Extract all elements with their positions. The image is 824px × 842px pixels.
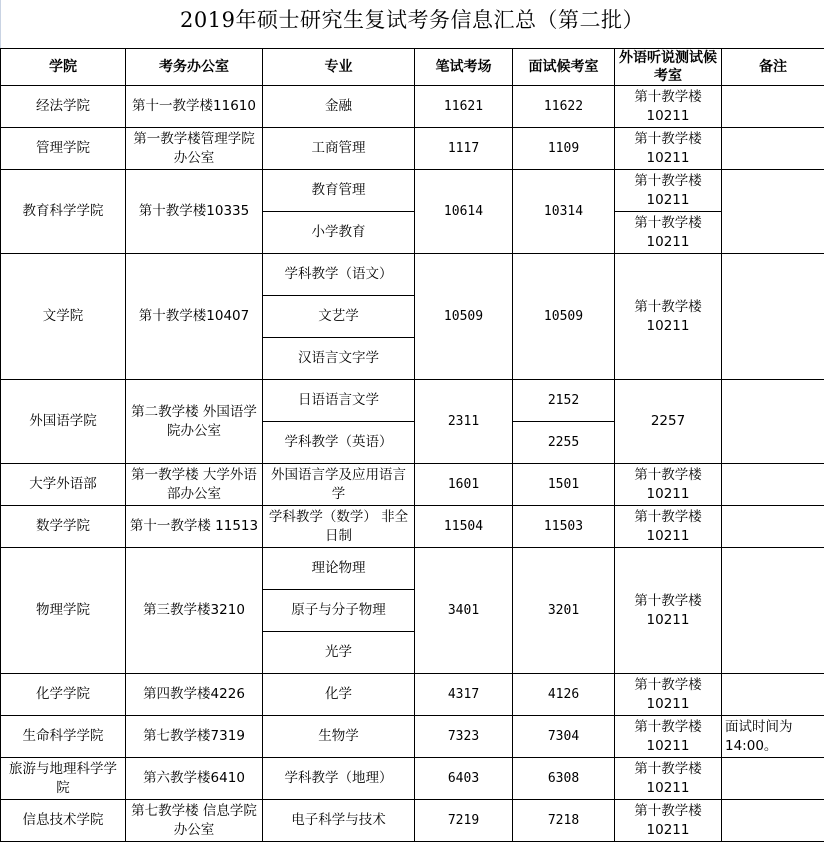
interview-room-cell: 7304 bbox=[513, 716, 615, 758]
table-row bbox=[1, 128, 824, 170]
college-cell: 信息技术学院 bbox=[1, 800, 126, 842]
office-cell: 第十教学楼10407 bbox=[126, 254, 263, 380]
table-row bbox=[1, 380, 824, 422]
interview-room-cell: 11503 bbox=[513, 506, 615, 548]
language-room-cell: 2257 bbox=[615, 380, 722, 464]
note-cell bbox=[722, 506, 824, 548]
office-cell: 第十一教学楼 11513 bbox=[126, 506, 263, 548]
interview-room-cell: 3201 bbox=[513, 548, 615, 674]
office-cell: 第七教学楼7319 bbox=[126, 716, 263, 758]
major-cell: 学科教学（英语） bbox=[263, 422, 415, 464]
college-cell: 文学院 bbox=[1, 254, 126, 380]
college-cell: 化学学院 bbox=[1, 674, 126, 716]
college-cell: 经法学院 bbox=[1, 86, 126, 128]
table-row bbox=[1, 506, 824, 548]
language-room-cell: 第十教学楼 10211 bbox=[615, 758, 722, 800]
written-room-cell: 4317 bbox=[415, 674, 513, 716]
interview-room-cell: 10509 bbox=[513, 254, 615, 380]
interview-room-cell: 1109 bbox=[513, 128, 615, 170]
language-room-cell: 第十教学楼 10211 bbox=[615, 86, 722, 128]
language-room-cell: 第十教学楼 10211 bbox=[615, 674, 722, 716]
table-header-row bbox=[1, 49, 824, 86]
college-cell: 数学学院 bbox=[1, 506, 126, 548]
language-room-cell: 第十教学楼 10211 bbox=[615, 254, 722, 380]
major-cell: 电子科学与技术 bbox=[263, 800, 415, 842]
written-room-cell: 6403 bbox=[415, 758, 513, 800]
note-cell bbox=[722, 548, 824, 674]
interview-room-cell: 1501 bbox=[513, 464, 615, 506]
table-row bbox=[1, 254, 824, 296]
major-cell: 文艺学 bbox=[263, 296, 415, 338]
language-room-cell: 第十教学楼 10211 bbox=[615, 464, 722, 506]
office-cell: 第四教学楼4226 bbox=[126, 674, 263, 716]
college-cell: 教育科学学院 bbox=[1, 170, 126, 254]
header-interview-room: 面试候考室 bbox=[513, 49, 615, 86]
language-room-cell: 第十教学楼 10211 bbox=[615, 170, 722, 212]
interview-room-cell: 2152 bbox=[513, 380, 615, 422]
major-cell: 光学 bbox=[263, 632, 415, 674]
header-office: 考务办公室 bbox=[126, 49, 263, 86]
major-cell: 学科教学（数学） 非全日制 bbox=[263, 506, 415, 548]
office-cell: 第一教学楼 大学外语部办公室 bbox=[126, 464, 263, 506]
college-cell: 大学外语部 bbox=[1, 464, 126, 506]
office-cell: 第二教学楼 外国语学院办公室 bbox=[126, 380, 263, 464]
major-cell: 金融 bbox=[263, 86, 415, 128]
note-cell bbox=[722, 86, 824, 128]
table-row bbox=[1, 548, 824, 590]
interview-room-cell: 2255 bbox=[513, 422, 615, 464]
table-row bbox=[1, 170, 824, 212]
language-room-cell: 第十教学楼 10211 bbox=[615, 506, 722, 548]
office-cell: 第六教学楼6410 bbox=[126, 758, 263, 800]
written-room-cell: 1601 bbox=[415, 464, 513, 506]
major-cell: 外国语言学及应用语言学 bbox=[263, 464, 415, 506]
written-room-cell: 11621 bbox=[415, 86, 513, 128]
language-room-cell: 第十教学楼 10211 bbox=[615, 716, 722, 758]
note-cell bbox=[722, 128, 824, 170]
college-cell: 生命科学学院 bbox=[1, 716, 126, 758]
table-row bbox=[1, 716, 824, 758]
college-cell: 外国语学院 bbox=[1, 380, 126, 464]
college-cell: 管理学院 bbox=[1, 128, 126, 170]
language-room-cell: 第十教学楼 10211 bbox=[615, 548, 722, 674]
note-cell bbox=[722, 800, 824, 842]
note-cell bbox=[722, 170, 824, 254]
note-cell bbox=[722, 380, 824, 464]
note-cell: 面试时间为14:00。 bbox=[722, 716, 824, 758]
major-cell: 教育管理 bbox=[263, 170, 415, 212]
office-cell: 第十一教学楼11610 bbox=[126, 86, 263, 128]
header-note: 备注 bbox=[722, 49, 824, 86]
major-cell: 汉语言文字学 bbox=[263, 338, 415, 380]
written-room-cell: 7219 bbox=[415, 800, 513, 842]
header-major: 专业 bbox=[263, 49, 415, 86]
interview-room-cell: 11622 bbox=[513, 86, 615, 128]
note-cell bbox=[722, 674, 824, 716]
office-cell: 第十教学楼10335 bbox=[126, 170, 263, 254]
major-cell: 生物学 bbox=[263, 716, 415, 758]
language-room-cell: 第十教学楼 10211 bbox=[615, 212, 722, 254]
written-room-cell: 11504 bbox=[415, 506, 513, 548]
written-room-cell: 10614 bbox=[415, 170, 513, 254]
major-cell: 理论物理 bbox=[263, 548, 415, 590]
major-cell: 日语语言文学 bbox=[263, 380, 415, 422]
language-room-cell: 第十教学楼 10211 bbox=[615, 128, 722, 170]
major-cell: 学科教学（地理） bbox=[263, 758, 415, 800]
note-cell bbox=[722, 758, 824, 800]
written-room-cell: 7323 bbox=[415, 716, 513, 758]
table-row bbox=[1, 800, 824, 842]
header-language-room: 外语听说测试候考室 bbox=[615, 49, 722, 86]
office-cell: 第一教学楼管理学院办公室 bbox=[126, 128, 263, 170]
table-row bbox=[1, 674, 824, 716]
major-cell: 原子与分子物理 bbox=[263, 590, 415, 632]
major-cell: 化学 bbox=[263, 674, 415, 716]
major-cell: 学科教学（语文） bbox=[263, 254, 415, 296]
major-cell: 小学教育 bbox=[263, 212, 415, 254]
table-row bbox=[1, 464, 824, 506]
college-cell: 物理学院 bbox=[1, 548, 126, 674]
college-cell: 旅游与地理科学学院 bbox=[1, 758, 126, 800]
exam-info-table bbox=[0, 48, 824, 842]
note-cell bbox=[722, 464, 824, 506]
header-college: 学院 bbox=[1, 49, 126, 86]
interview-room-cell: 7218 bbox=[513, 800, 615, 842]
table-row bbox=[1, 86, 824, 128]
table-row bbox=[1, 758, 824, 800]
office-cell: 第七教学楼 信息学院办公室 bbox=[126, 800, 263, 842]
interview-room-cell: 4126 bbox=[513, 674, 615, 716]
office-cell: 第三教学楼3210 bbox=[126, 548, 263, 674]
written-room-cell: 1117 bbox=[415, 128, 513, 170]
interview-room-cell: 10314 bbox=[513, 170, 615, 254]
note-cell bbox=[722, 254, 824, 380]
written-room-cell: 10509 bbox=[415, 254, 513, 380]
header-written-room: 笔试考场 bbox=[415, 49, 513, 86]
interview-room-cell: 6308 bbox=[513, 758, 615, 800]
language-room-cell: 第十教学楼 10211 bbox=[615, 800, 722, 842]
page-title: 2019年硕士研究生复试考务信息汇总（第二批） bbox=[0, 0, 824, 48]
written-room-cell: 3401 bbox=[415, 548, 513, 674]
major-cell: 工商管理 bbox=[263, 128, 415, 170]
written-room-cell: 2311 bbox=[415, 380, 513, 464]
